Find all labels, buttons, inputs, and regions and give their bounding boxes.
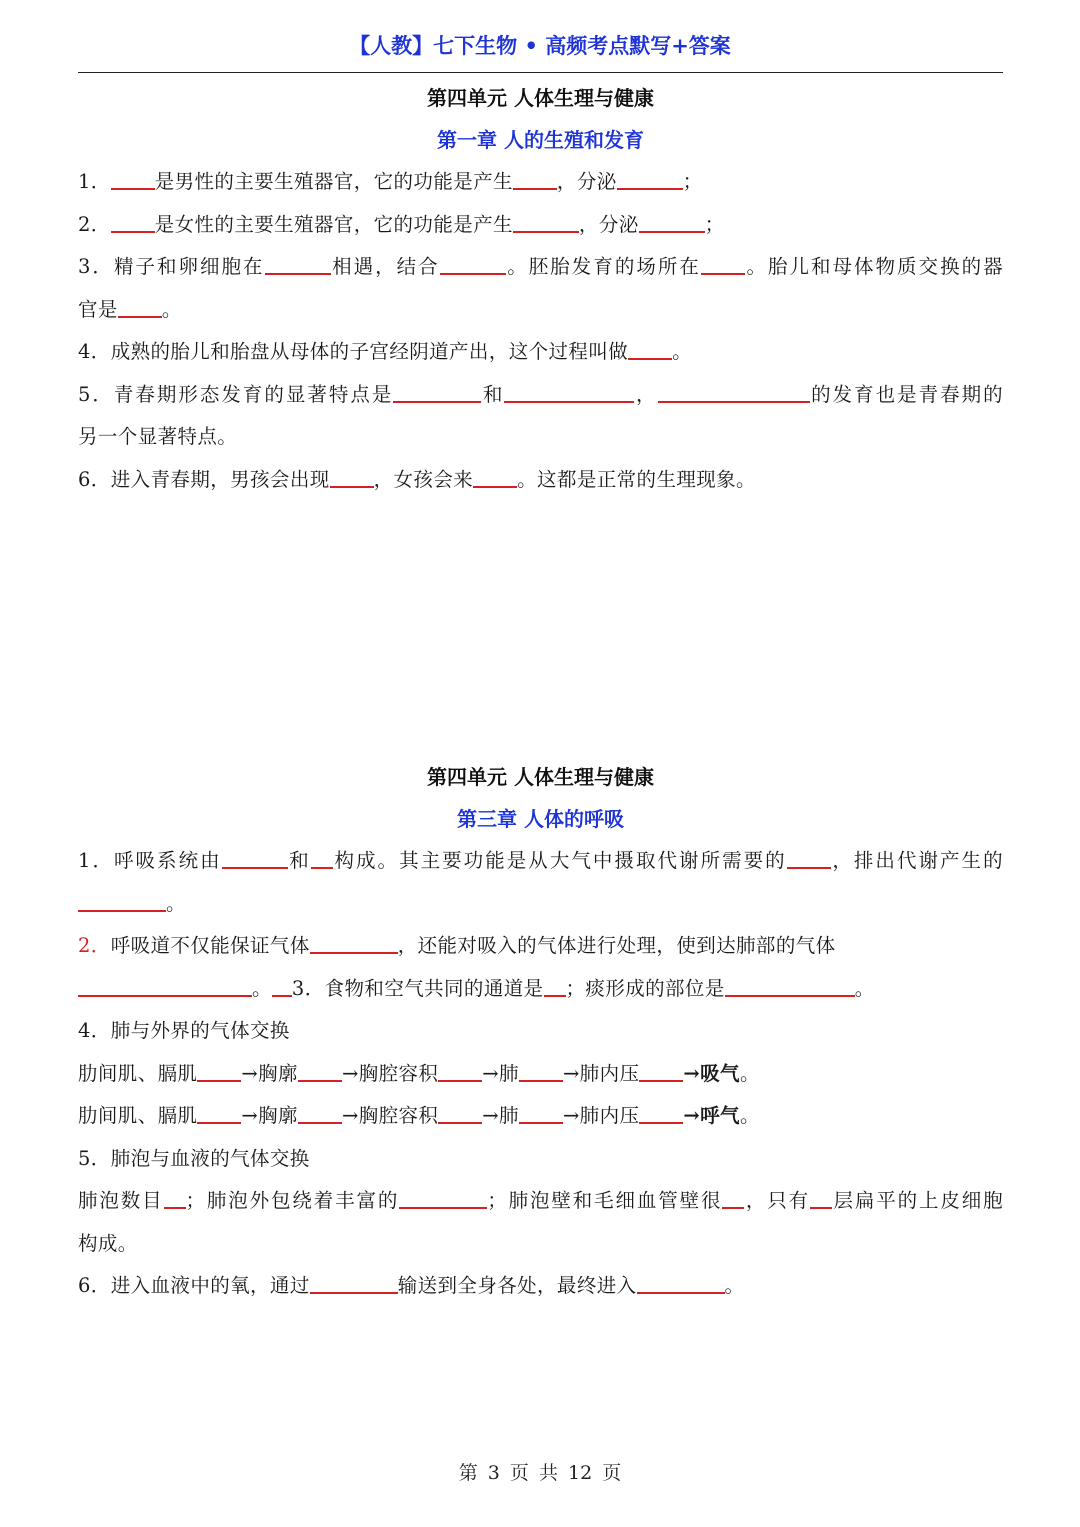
question-3-continued: 官是 。 — [78, 297, 182, 321]
answer-blank[interactable] — [722, 1189, 744, 1209]
question-number: 3． — [78, 255, 114, 278]
question-number: 6． — [78, 467, 111, 491]
answer-blank[interactable] — [310, 934, 398, 954]
answer-blank[interactable] — [440, 255, 506, 275]
question-6: 6．进入青春期，男孩会出现 ，女孩会来 。这都是正常的生理现象。 — [78, 467, 756, 491]
answer-blank[interactable] — [298, 1104, 342, 1124]
question-3: 3．精子和卵细胞在 相遇，结合 。胚胎发育的场所在 。胎儿和母体物质交换的器 — [78, 255, 1003, 278]
answer-blank[interactable] — [78, 977, 252, 997]
section-reproduction — [78, 77, 1003, 501]
exhale-chain: 肋间肌、膈肌 →胸廓 →胸腔容积 →肺 →肺内压 →呼气。 — [78, 1104, 760, 1127]
answer-blank[interactable] — [639, 1062, 683, 1082]
question-number-highlighted: 2． — [78, 934, 111, 957]
answer-blank[interactable] — [544, 977, 566, 997]
question-2-continued: 。 3．食物和空气共同的通道是 ；痰形成的部位是 。 — [78, 968, 1003, 1011]
answer-blank[interactable] — [519, 1104, 563, 1124]
header-divider — [78, 72, 1003, 73]
answer-blank[interactable] — [399, 1189, 487, 1209]
answer-blank[interactable] — [298, 1062, 342, 1082]
answer-blank[interactable] — [197, 1104, 241, 1124]
answer-blank[interactable] — [111, 170, 155, 190]
question-5: 5．青春期形态发育的显著特点是 和 ， 的发育也是青春期的 — [78, 382, 1003, 406]
question-3-inline: 3．食物和空气共同的通道是 — [291, 976, 544, 1000]
answer-blank[interactable] — [639, 1104, 683, 1124]
answer-blank[interactable] — [197, 1062, 241, 1082]
answer-blank[interactable] — [265, 255, 331, 275]
answer-blank[interactable] — [639, 213, 705, 233]
question-1: 1． 是男性的主要生殖器官，它的功能是产生 ，分泌 ； — [78, 170, 703, 193]
answer-blank[interactable] — [272, 977, 292, 997]
section-respiration — [78, 756, 1003, 1308]
question-6: 6．进入血液中的氧，通过 输送到全身各处，最终进入 。 — [78, 1274, 745, 1297]
answer-blank[interactable] — [701, 255, 745, 275]
answer-blank[interactable] — [310, 1274, 398, 1294]
question-4-title: 4．肺与外界的气体交换 — [78, 1019, 290, 1042]
answer-blank[interactable] — [438, 1104, 482, 1124]
question-2: 2． 是女性的主要生殖器官，它的功能是产生 ，分泌 ； — [78, 212, 725, 236]
answer-blank[interactable] — [810, 1189, 832, 1209]
question-5-continued: 另一个显著特点。 — [78, 425, 238, 448]
answer-blank[interactable] — [513, 170, 557, 190]
answer-blank[interactable] — [617, 170, 683, 190]
answer-blank[interactable] — [118, 298, 162, 318]
answer-blank[interactable] — [438, 1062, 482, 1082]
answer-blank[interactable] — [519, 1062, 563, 1082]
answer-blank[interactable] — [628, 340, 672, 360]
chapter-title: 第三章 人体的呼吸 — [457, 807, 624, 831]
answer-blank[interactable] — [658, 383, 810, 403]
answer-blank[interactable] — [330, 468, 374, 488]
answer-blank[interactable] — [787, 849, 831, 869]
unit-title: 第四单元 人体生理与健康 — [427, 765, 654, 789]
answer-blank[interactable] — [513, 213, 579, 233]
question-number: 4． — [78, 340, 111, 363]
question-1-continued: 。 — [78, 883, 1003, 926]
question-number: 5． — [78, 382, 114, 406]
answer-blank[interactable] — [393, 383, 481, 403]
page-header-title: 【人教】七下生物 • 高频考点默写+答案 — [349, 33, 731, 58]
question-number: 6． — [78, 1274, 111, 1297]
answer-blank[interactable] — [78, 892, 166, 912]
answer-blank[interactable] — [725, 977, 855, 997]
answer-blank[interactable] — [311, 849, 333, 869]
question-number: 1． — [78, 170, 111, 193]
answer-blank[interactable] — [473, 468, 517, 488]
answer-blank[interactable] — [164, 1189, 186, 1209]
question-2: 2．呼吸道不仅能保证气体 ，还能对吸入的气体进行处理，使到达肺部的气体 — [78, 934, 836, 957]
unit-title: 第四单元 人体生理与健康 — [427, 86, 654, 110]
inhale-chain: 肋间肌、膈肌 →胸廓 →胸腔容积 →肺 →肺内压 →吸气。 — [78, 1061, 760, 1085]
question-1: 1．呼吸系统由 和 构成。其主要功能是从大气中摄取代谢所需要的 ，排出代谢产生的 — [78, 849, 1003, 872]
question-5-title: 5．肺泡与血液的气体交换 — [78, 1146, 310, 1170]
question-number: 1． — [78, 849, 114, 872]
question-5-continued: 构成。 — [78, 1231, 138, 1255]
question-number: 2． — [78, 212, 111, 236]
answer-blank[interactable] — [504, 383, 634, 403]
question-4: 4．成熟的胎儿和胎盘从母体的子宫经阴道产出，这个过程叫做 。 — [78, 340, 693, 363]
answer-blank[interactable] — [222, 849, 288, 869]
answer-blank[interactable] — [111, 213, 155, 233]
chapter-title: 第一章 人的生殖和发育 — [437, 128, 644, 152]
page-footer: 第 3 页 共 12 页 — [458, 1462, 622, 1484]
question-5: 肺泡数目 ；肺泡外包绕着丰富的 ；肺泡壁和毛细血管壁很 ，只有 层扁平的上皮细胞 — [78, 1189, 1003, 1212]
answer-blank[interactable] — [637, 1274, 725, 1294]
